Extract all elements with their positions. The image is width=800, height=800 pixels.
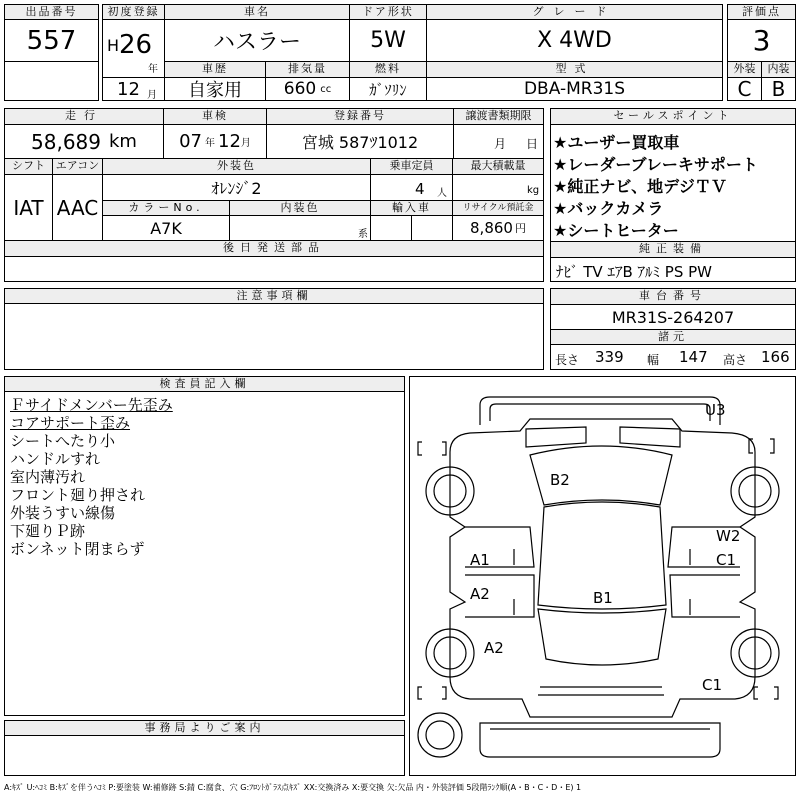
legend: A:ｷｽﾞ U:ﾍｺﾐ B:ｷｽﾞを伴うﾍｺﾐ P:要塗装 W:補修跡 S:錆 C:腐食、穴 G:ﾌﾛﾝﾄｶﾞﾗｽ点ｷｽﾞ XX:交換済み X:要交換 欠:欠品 内・外装評価 5段階ﾗﾝｸ順(A・B・C・D・E) 1 — [4, 783, 582, 792]
damage-mark-a1: A1 — [470, 551, 490, 569]
shift-label: シフト — [4, 158, 53, 175]
lot-no-blank — [4, 61, 99, 101]
capacity-cell — [370, 174, 453, 201]
damage-mark-u3: U3 — [705, 401, 726, 419]
office-panel — [4, 720, 405, 776]
transfer-cell — [453, 124, 544, 159]
chassis-title: 車台番号 — [550, 288, 796, 305]
sales-point: ★シートヒーター — [553, 221, 679, 240]
era: H — [107, 36, 120, 55]
sales-point: ★バックカメラ — [553, 199, 664, 218]
max-load-cell — [452, 174, 544, 201]
notes-panel — [4, 288, 544, 370]
insp-month-unit: 月 — [240, 138, 251, 149]
width: 147 — [679, 348, 708, 366]
width-label: 幅 — [647, 353, 660, 367]
car-name-label: 車名 — [164, 4, 350, 20]
damage-mark-c1: C1 — [716, 551, 737, 569]
dims-row — [550, 344, 796, 370]
office-title: 事務局よりご案内 — [5, 721, 404, 736]
reg-month-unit: 月 — [147, 90, 157, 101]
notes-title: 注意事項欄 — [5, 289, 543, 304]
exterior-label: 外装 — [727, 61, 762, 78]
parts-label: 後日発送部品 — [4, 240, 544, 257]
ac: AAC — [52, 174, 103, 241]
plate-label: 登録番号 — [266, 108, 454, 125]
recycle-unit: 円 — [514, 222, 526, 235]
plate: 宮城 587ﾂ1012 — [266, 124, 454, 159]
length-label: 長さ — [555, 353, 580, 367]
height-label: 高さ — [723, 353, 748, 367]
int-color-cell — [229, 215, 371, 241]
sales-point: ★純正ナビ、地デジＴＶ — [553, 177, 727, 196]
lot-no: 557 — [4, 19, 99, 62]
int-color-label: 内装色 — [229, 200, 371, 216]
max-load-unit: kg — [527, 185, 540, 196]
displacement-cell — [265, 77, 350, 101]
inspector-line: フロント廻り押され — [10, 486, 146, 504]
import-label: 輸入車 — [370, 200, 453, 216]
reg-month-cell — [102, 77, 165, 101]
car-diagram — [410, 377, 795, 775]
history-label: 車歴 — [164, 61, 266, 78]
score: 3 — [727, 19, 796, 62]
exterior: C — [727, 77, 762, 101]
transfer-month: 月 — [494, 137, 507, 151]
chassis-number: MR31S-264207 — [550, 304, 796, 330]
sales-title: セールスポイント — [550, 108, 796, 125]
insp-year-unit: 年 — [205, 138, 215, 149]
first-reg-label: 初度登録 — [102, 4, 165, 20]
inspector-line: Ｆサイドメンバー先歪み — [10, 396, 173, 414]
displacement-label: 排気量 — [265, 61, 350, 78]
sales-point: ★レーダーブレーキサポート — [553, 155, 758, 174]
shift: IAT — [4, 174, 53, 241]
fuel-label: 燃料 — [349, 61, 427, 78]
car-diagram-panel — [409, 376, 796, 776]
reg-year-unit: 年 — [148, 64, 158, 75]
damage-mark-w2: W2 — [716, 527, 741, 545]
interior-label: 内装 — [761, 61, 796, 78]
capacity-unit: 人 — [437, 188, 447, 199]
ext-color-label: 外装色 — [102, 158, 371, 175]
color-no-label: カラーNo. — [102, 200, 230, 216]
transfer-label: 譲渡書類期限 — [453, 108, 544, 125]
mileage-cell — [4, 124, 164, 159]
inspection-cell — [163, 124, 267, 159]
door: 5W — [349, 19, 427, 62]
damage-mark-b1: B1 — [593, 589, 613, 607]
damage-mark-c1-lower: C1 — [702, 676, 723, 694]
inspector-line: 室内薄汚れ — [10, 468, 86, 486]
recycle-cell — [452, 215, 544, 241]
fuel: ｶﾞｿﾘﾝ — [349, 77, 427, 101]
capacity-label: 乗車定員 — [370, 158, 453, 175]
max-load-label: 最大積載量 — [452, 158, 544, 175]
length: 339 — [595, 348, 624, 366]
damage-mark-a2: A2 — [470, 585, 490, 603]
color-no: A7K — [102, 215, 230, 241]
insp-month: 12 — [218, 131, 241, 152]
sales-point: ★ユーザー買取車 — [553, 133, 680, 152]
car-name: ハスラー — [164, 19, 350, 62]
inspector-title: 検査員記入欄 — [5, 377, 404, 392]
reg-month: 12 — [117, 79, 140, 100]
displacement: 660 — [283, 79, 317, 99]
mileage-label: 走行 — [4, 108, 164, 125]
recycle: 8,860 — [470, 219, 513, 237]
import-cell-a — [370, 215, 412, 241]
recycle-label: リサイクル預託金 — [452, 200, 544, 216]
inspector-line: 外装うすい線傷 — [10, 504, 116, 522]
inspector-line: 下廻りＰ跡 — [10, 522, 86, 540]
inspector-line: ハンドルすれ — [10, 450, 101, 468]
inspection-label: 車検 — [163, 108, 267, 125]
door-label: ドア形状 — [349, 4, 427, 20]
transfer-day: 日 — [526, 137, 539, 151]
mileage: 58,689 — [31, 129, 101, 154]
score-label: 評価点 — [727, 4, 796, 20]
damage-mark-a2-lower: A2 — [484, 639, 504, 657]
parts-cell — [4, 256, 544, 282]
equip: ﾅﾋﾞ TV ｴｱB ｱﾙﾐ PS PW — [556, 263, 712, 281]
capacity: 4 — [415, 180, 425, 198]
height: 166 — [761, 348, 790, 366]
reg-year: 26 — [119, 30, 153, 60]
model: DBA-MR31S — [426, 77, 723, 101]
int-color-unit: 系 — [358, 229, 368, 240]
displacement-unit: cc — [320, 83, 332, 95]
mileage-unit: km — [109, 131, 137, 152]
inspector-line: シートへたり小 — [10, 432, 116, 450]
grade: X 4WD — [426, 19, 723, 62]
inspector-line: コアサポート歪み — [10, 414, 131, 432]
ext-color: ｵﾚﾝｼﾞ2 — [102, 174, 371, 201]
history: 自家用 — [164, 77, 266, 101]
import-cell-b — [411, 215, 453, 241]
grade-label: グレード — [426, 4, 723, 20]
first-reg-value — [102, 19, 165, 78]
insp-year: 07 — [179, 131, 202, 152]
dims-title: 諸元 — [550, 329, 796, 345]
inspector-line: ボンネット閉まらず — [10, 540, 145, 558]
lot-no-label: 出品番号 — [4, 4, 99, 20]
ac-label: エアコン — [52, 158, 103, 175]
damage-mark-b2: B2 — [550, 471, 570, 489]
interior: B — [761, 77, 796, 101]
model-label: 型式 — [426, 61, 723, 78]
equip-title: 純正装備 — [550, 241, 796, 258]
